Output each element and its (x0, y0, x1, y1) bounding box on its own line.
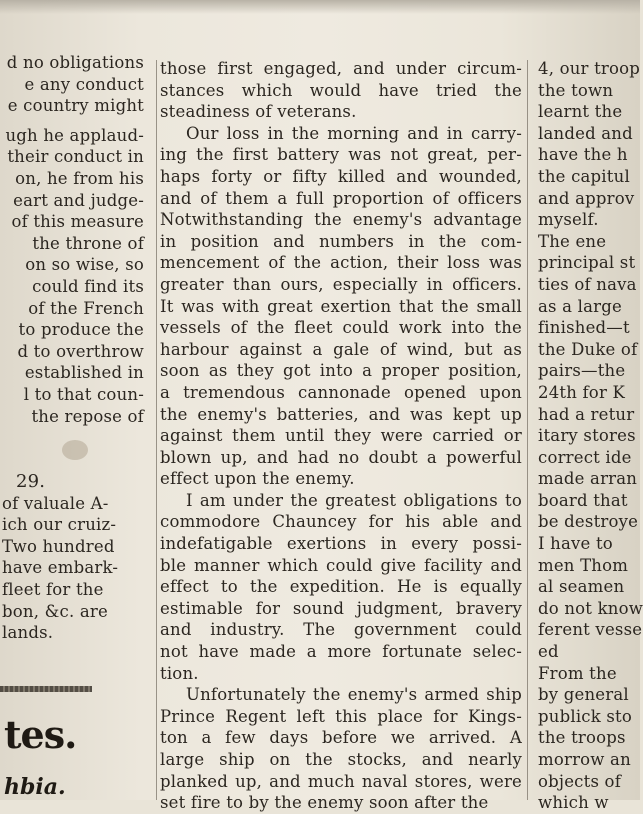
article-paragraph (160, 123, 522, 490)
text-line: the repose of (31, 406, 144, 426)
text-line: have the h (538, 145, 628, 165)
text-line: had a retur (538, 404, 635, 424)
text-line: ble manner which could give facility and (160, 555, 522, 575)
text-line: and of them a full proportion of officers (160, 188, 522, 208)
text-line: made arran (538, 469, 638, 489)
text-line: the town (538, 80, 614, 100)
text-line: 24th for K (538, 382, 625, 402)
text-line: Our loss in the morning and in carry- (186, 123, 522, 143)
text-line: l to that coun- (23, 384, 144, 404)
text-line: against them until they were carried or (160, 426, 522, 446)
text-line: not have made a more fortunate selec- (160, 642, 522, 662)
text-line: the capitul (538, 166, 630, 186)
text-line: 4, our troop (538, 59, 641, 78)
text-line: of valuale A- (2, 493, 109, 513)
text-line: ton a few days before we arrived. A (160, 728, 522, 748)
text-line: ferent vesse (538, 620, 643, 640)
text-line: indefatigable exertions in every possi- (160, 534, 522, 554)
text-line: men Thom (538, 555, 629, 575)
text-line: their conduct in (7, 147, 144, 167)
text-line: soon as they got into a proper position, (160, 361, 522, 381)
text-line: ed (538, 642, 559, 662)
text-line: the throne of (32, 233, 144, 253)
text-line: greater than ours, especially in officers. (160, 274, 522, 294)
text-line: those first engaged, and under circum- (160, 59, 522, 78)
left-block-2 (0, 125, 150, 427)
text-line: myself. (538, 210, 599, 230)
text-line: publick sto (538, 706, 633, 726)
text-line: steadiness of veterans. (160, 102, 357, 122)
column-rule (527, 60, 528, 800)
text-line: itary stores (538, 426, 636, 446)
text-line: tion. (160, 663, 199, 683)
text-line: mencement of the action, their loss was (160, 253, 522, 273)
text-line: and approv (538, 188, 635, 208)
text-line: The ene (538, 231, 607, 251)
text-line: objects of (538, 771, 622, 791)
text-line: the Duke of (538, 339, 638, 359)
text-line: harbour against a gale of wind, but as (160, 339, 522, 359)
text-line: morrow an (538, 750, 631, 769)
text-line: a tremendous cannonade opened upon (160, 382, 522, 402)
paper-stain (62, 440, 88, 460)
section-numeral: 29. (16, 471, 46, 493)
center-column (160, 58, 522, 813)
text-line: effect upon the enemy. (160, 469, 355, 489)
text-line: planked up, and much naval stores, were (160, 771, 522, 791)
text-line: established in (24, 363, 144, 383)
text-line: d no obligations (6, 53, 144, 72)
text-line: the troops (538, 728, 626, 748)
text-line: have embark- (2, 558, 119, 578)
article-paragraph (160, 490, 522, 684)
text-line: estimable for sound judgment, bravery (160, 598, 522, 618)
text-line: and industry. The government could (160, 620, 522, 640)
text-line: landed and (538, 123, 633, 143)
text-line: board that (538, 490, 628, 510)
text-line: commodore Chauncey for his able and (160, 512, 522, 532)
article-paragraph (160, 58, 522, 123)
text-line: correct ide (538, 447, 632, 467)
text-line: learnt the (538, 102, 623, 122)
text-line: fleet for the (2, 580, 104, 600)
left-block-1 (0, 52, 150, 117)
text-line: lands. (2, 623, 54, 643)
text-line: Prince Regent left this place for Kings- (160, 706, 522, 726)
text-line: Notwithstanding the enemy's advantage (160, 210, 522, 230)
text-line: e country might (7, 96, 144, 116)
text-line: e any conduct (24, 74, 144, 94)
page-top-shadow (0, 0, 640, 14)
text-line: blown up, and had no doubt a powerful (160, 447, 522, 467)
text-line: pairs—the (538, 361, 626, 381)
text-line: as a large (538, 296, 622, 316)
text-line: ties of nava (538, 274, 637, 294)
column-rule (156, 60, 157, 800)
text-line: could find its (32, 276, 144, 296)
section-subheading: hbia. (4, 774, 66, 800)
text-line: to produce the (18, 320, 144, 340)
text-line: ich our cruiz- (2, 515, 117, 535)
text-line: haps forty or fifty killed and wounded, (160, 166, 522, 186)
text-line: al seamen (538, 577, 625, 597)
text-line: stances which would have tried the (160, 80, 522, 100)
section-heading: tes. (4, 712, 77, 757)
text-line: on, he from his (15, 168, 144, 188)
text-line: by general (538, 685, 629, 705)
text-line: be destroye (538, 512, 639, 532)
text-line: Unfortunately the enemy's armed ship (186, 685, 522, 705)
text-line: the enemy's batteries, and was kept up (160, 404, 522, 424)
right-column (532, 58, 643, 813)
text-line: From the (538, 663, 617, 683)
text-line: ing the first battery was not great, per- (160, 145, 522, 165)
text-line: ugh he applaud- (5, 125, 144, 145)
left-block-3 (0, 493, 150, 644)
text-line: effect to the expedition. He is equally (160, 577, 522, 597)
text-line: d to overthrow (17, 341, 144, 361)
section-divider (0, 686, 92, 692)
text-line: finished—t (538, 318, 630, 338)
text-line: I am under the greatest obligations to (186, 490, 522, 510)
text-line: on so wise, so (25, 255, 144, 275)
text-line: bon, &c. are (2, 601, 108, 621)
article-paragraph (160, 684, 522, 814)
text-line: set fire to by the enemy soon after the (160, 793, 489, 813)
text-line: of this measure (11, 212, 144, 232)
text-line: which w (538, 793, 609, 813)
text-line: vessels of the fleet could work into the (160, 318, 522, 338)
text-line: eart and judge- (13, 190, 144, 210)
text-line: Two hundred (2, 536, 115, 556)
text-line: in position and numbers in the com- (160, 231, 522, 251)
text-line: do not know (538, 598, 643, 618)
text-line: large ship on the stocks, and nearly (160, 750, 522, 769)
text-line: of the French (28, 298, 144, 318)
text-line: It was with great exertion that the small (160, 296, 522, 316)
text-line: principal st (538, 253, 636, 273)
text-line: I have to (538, 534, 613, 554)
